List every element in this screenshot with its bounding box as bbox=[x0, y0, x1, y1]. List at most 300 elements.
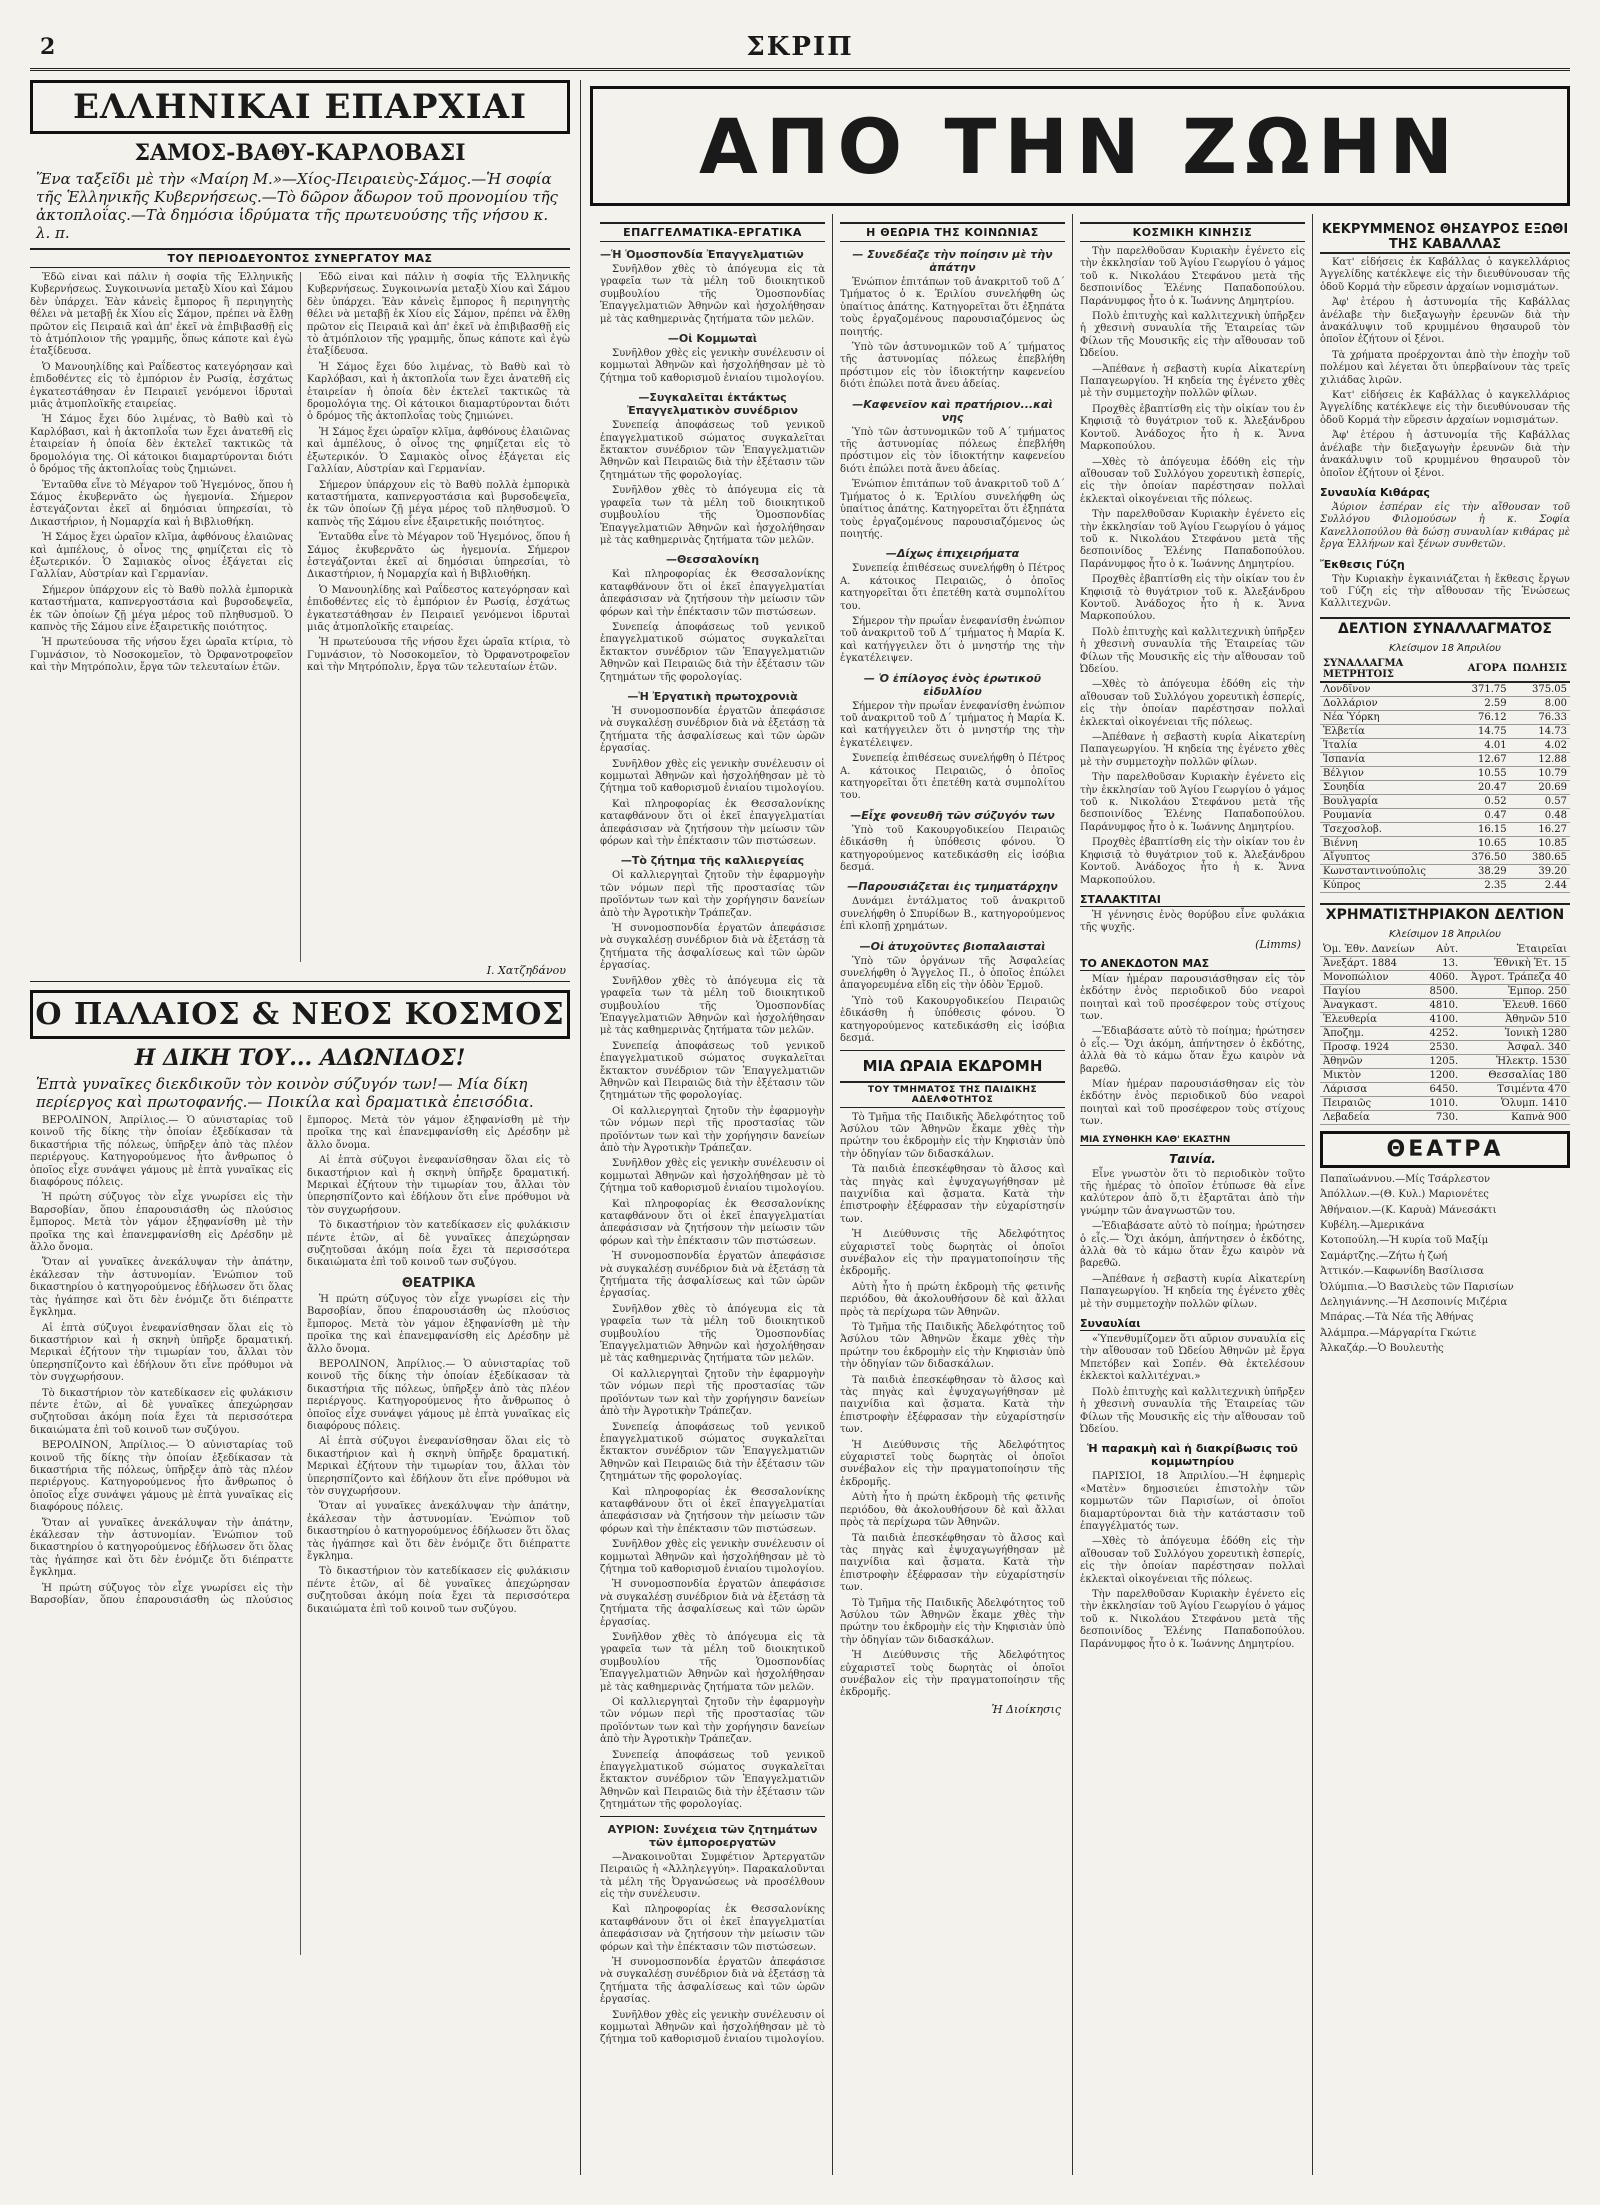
fx-cell: 4.02 bbox=[1510, 738, 1570, 752]
daily-head: ΜΙΑ ΣΥΝΘΗΚΗ ΚΑΘ' ΕΚΑΣΤΗΝ bbox=[1080, 1135, 1305, 1146]
article-paragraph: Εἶνε γνωστὸν ὅτι τὸ περιοδικὸν τοῦτο τῆς ἡμέρας τὸ ὁποῖον ἐτύπωσε θὰ εἶνε καλύτερον ἀπὸ ὅ,τι ἐξαρτᾶται ἀπὸ τὴν γνώμην τῶν ἀναγνωστῶν του. bbox=[1080, 1168, 1305, 1217]
item-body: Ἐνώπιον ἐπιτάπων τοῦ ἀνακριτοῦ τοῦ Δ΄ Τμήματος ὁ κ. Ἐριλίου συνελήφθη ὡς ὑπαίτιος ἀπάτης. Κατηγορεῖται ὅτι ἐξηπάτα τοὺς ἐργαζομένους παρουσιαζόμενος ὡς ποιητής. bbox=[840, 479, 1065, 540]
item-body: Ἐνώπιον ἐπιτάπων τοῦ ἀνακριτοῦ τοῦ Δ΄ Τμήματος ὁ κ. Ἐριλίου συνελήφθη ὡς ὑπαίτιος ἀπάτης. Κατηγορεῖται ὅτι ἐξηπάτα τοὺς ἐργαζομένους παρουσιαζόμενος ὡς ποιητής. bbox=[840, 277, 1065, 338]
column-work-news bbox=[600, 216, 825, 2175]
exchange-cell: Πειραιῶς bbox=[1320, 1096, 1424, 1110]
article-paragraph: Μίαν ἡμέραν παρουσιάσθησαν εἰς τὸν ἐκδότην ἑνὸς περιοδικοῦ δύο νεαροὶ ποιηταὶ καὶ τοῦ προσέφερον τοὺς στίχους των. bbox=[1080, 973, 1305, 1022]
article-paragraph: Σήμερον ὑπάρχουν εἰς τὸ Βαθὺ πολλὰ ἐμπορικὰ καταστήματα, καπνεργοστάσια καὶ βυρσοδεψεῖα, ἐκ τῶν ὁποίων ζῇ μέγα μέρος τοῦ πληθυσμοῦ. Ὁ καπνὸς τῆς Σάμου εἶνε ἐξαιρετικῆς ποιότητος. bbox=[30, 584, 293, 633]
article-paragraph: Ἡ γέννησις ἑνὸς θορύβου εἶνε φυλάκια τῆς ψυχῆς. bbox=[1080, 909, 1305, 934]
item-body: Καὶ πληροφορίας ἐκ Θεσσαλονίκης καταφθάνουν ὅτι οἱ ἐκεῖ ἐπαγγελματίαι ἀπεφάσισαν νὰ ζητήσουν τὴν μείωσιν τῶν φόρων καὶ τὴν ἐπέκτασιν τῶν πιστώσεων. bbox=[600, 569, 825, 618]
excursion-body bbox=[840, 1112, 1065, 1700]
exchange-cell: Μικτὸν bbox=[1320, 1068, 1424, 1082]
article-paragraph: Ἡ Σάμος ἔχει ὡραῖον κλῖμα, ἀφθόνους ἐλαιῶνας καὶ ἀμπέλους, ὁ οἶνος της φημίζεται εἰς τὸ ἐξωτερικόν. Ὁ Σαμιακὸς οἶνος ἐξάγεται εἰς Γαλλίαν, Αὐστρίαν καὶ Γερμανίαν. bbox=[307, 426, 570, 476]
fx-cell: Ἰσπανία bbox=[1320, 752, 1465, 766]
exchange-cell: Ὁμ. Ἐθν. Δανείων bbox=[1320, 943, 1424, 957]
theatre-entry: Ἀλκαζάρ.—Ὁ Βουλευτὴς bbox=[1320, 1343, 1444, 1355]
exchange-cell: 1205. bbox=[1424, 1054, 1461, 1068]
stalactites-head: ΣΤΑΛΑΚΤΙΤΑΙ bbox=[1080, 893, 1305, 907]
fx-row bbox=[1320, 766, 1570, 780]
fx-table bbox=[1320, 657, 1570, 893]
byline-head: ΤΟΥ ΠΕΡΙΟΔΕΥΟΝΤΟΣ ΣΥΝΕΡΓΑΤΟΥ ΜΑΣ bbox=[30, 248, 570, 268]
item-body: Συνῆλθον χθὲς τὸ ἀπόγευμα εἰς τὰ γραφεῖα των τὰ μέλη τοῦ διοικητικοῦ συμβουλίου τῆς Ὁμοσπονδίας Ἐπαγγελματιῶν Ἀθηνῶν καὶ ἠσχολήθησαν μὲ τὰς καθημερινὰς ζητήματα τῶν μελῶν. bbox=[600, 1303, 825, 1365]
guitar-head: Συναυλία Κιθάρας bbox=[1320, 485, 1430, 499]
fx-row bbox=[1320, 738, 1570, 752]
theatre-entry: Σαμάρτζης.—Ζήτω ἡ ζωή bbox=[1320, 1250, 1448, 1262]
article-paragraph: Τὰ χρήματα προέρχονται ἀπὸ τὴν ἐποχὴν τοῦ πολέμου καὶ λέγεται ὅτι ὑπερβαίνουν τὰς τρεῖς χιλιάδας λιρῶν. bbox=[1320, 349, 1570, 386]
exchange-cell: Παγίου bbox=[1320, 984, 1424, 998]
theatre-entry: Ἀθήναιον.—(Κ. Καρυὰ) Μάνεσάκτι bbox=[1320, 1204, 1497, 1216]
place-title: ΣΑΜΟΣ-ΒΑΘΥ-ΚΑΡΛΟΒΑΣΙ bbox=[134, 140, 466, 166]
article-paragraph: Αἱ ἑπτὰ σύζυγοι ἐνεφανίσθησαν ὅλαι εἰς τὸ δικαστήριον καὶ ἡ σκηνὴ ὑπῆρξε δραματική. Μερικαὶ ἐζήτουν τὴν τιμωρίαν του, ἄλλαι τὸν ὑπερησπίζοντο καὶ ἐδήλουν ὅτι εἶνε πρόθυμοι νὰ τὸν συγχωρήσουν. bbox=[307, 1436, 570, 1497]
fx-cell: Λονδῖνον bbox=[1320, 682, 1465, 697]
article-paragraph: Τὴν παρελθοῦσαν Κυριακὴν ἐγένετο εἰς τὴν ἐκκλησίαν τοῦ Ἁγίου Γεωργίου ὁ γάμος τοῦ κ. Νικολάου Στεφάνου μετὰ τῆς δεσποινίδος Ἑλένης Παπαδοπούλου. Παράνυμφος ἦτο ὁ κ. Ἰωάννης Δημητρίου. bbox=[1080, 772, 1305, 833]
exchange-cell: 6450. bbox=[1424, 1082, 1461, 1096]
film-head: Ταινία. bbox=[1169, 1151, 1216, 1166]
fx-cell: 8.00 bbox=[1510, 696, 1570, 710]
fx-cell: 0.48 bbox=[1510, 808, 1570, 822]
item-body: Σήμερον τὴν πρωΐαν ἐνεφανίσθη ἐνώπιον τοῦ ἀνακριτοῦ τοῦ Δ΄ τμήματος ἡ Μαρία Κ. καὶ κατήγγειλεν ὅτι ὁ μνηστήρ της τὴν ἐγκατέλειψεν. bbox=[840, 700, 1065, 749]
fx-cell: 38.29 bbox=[1465, 864, 1510, 878]
fx-cell: 375.05 bbox=[1510, 682, 1570, 697]
fx-cell: 20.69 bbox=[1510, 780, 1570, 794]
article-paragraph: Ἐδῶ εἶναι καὶ πάλιν ἡ σοφία τῆς Ἑλληνικῆς Κυβερνήσεως. Συγκοινωνία μεταξὺ Χίου καὶ Σάμου δὲν ὑπάρχει. Ἐὰν κἀνεὶς ἔμπορος ἢ περιηγητὴς θέλει νὰ μεταβῇ ἐκ Χίου εἰς Σάμον, πρέπει νὰ ἔλθῃ πρῶτον εἰς Πειραιᾶ καὶ ἀπ' ἐκεῖ νὰ ἐπιβιβασθῇ εἰς τὸ ἀτμόπλοιον τῆς γραμμῆς, ὅπως κάποτε καὶ ἐγὼ ἐταξίδευσα. bbox=[30, 272, 293, 358]
article-paragraph: Τὴν Κυριακὴν ἐγκαινιάζεται ἡ ἔκθεσις ἔργων τοῦ Γύζη εἰς τὴν αἴθουσαν τῆς Ἑνώσεως Καλλιτεχνῶν. bbox=[1320, 573, 1570, 610]
article-paragraph: Ἡ Σάμος ἔχει ὡραῖον κλῖμα, ἀφθόνους ἐλαιῶνας καὶ ἀμπέλους, ὁ οἶνος της φημίζεται εἰς τὸ ἐξωτερικόν. Ὁ Σαμιακὸς οἶνος ἐξάγεται εἰς Γαλλίαν, Αὐστρίαν καὶ Γερμανίαν. bbox=[30, 532, 293, 581]
article-paragraph: Προχθὲς ἐβαπτίσθη εἰς τὴν οἰκίαν του ἐν Κηφισιᾷ τὸ θυγάτριον τοῦ κ. Ἀλεξάνδρου Κοντοῦ. Ἀνάδοχος ἦτο ἡ κ. Ἄννα Μαρκοπούλου. bbox=[1080, 837, 1305, 886]
concerts-head: Συναυλίαι bbox=[1080, 1317, 1305, 1331]
exchange-cell: Ἡλεκτρ. 1530 bbox=[1461, 1054, 1570, 1068]
section-title-old-new-world: Ο ΠΑΛΑΙΟΣ & ΝΕΟΣ ΚΟΣΜΟΣ bbox=[30, 990, 570, 1039]
exchange-cell: 4060. bbox=[1424, 970, 1461, 984]
article-paragraph: Ὁ Μανουηλίδης καὶ Ραΐδεστος κατεγόρησαν καὶ ἐπιδοθέντες εἰς τὸ ἐμπόριον ἐν Ρωσίᾳ, ἐσχάτως ἐγκατεστάθησαν ἐν Πειραιεῖ γενόμενοι ἰδρυταὶ μιᾶς ἀτμοπλοϊκῆς εταιρείας. bbox=[307, 584, 570, 633]
article-paragraph: Ἐνταῦθα εἶνε τὸ Μέγαρον τοῦ Ἡγεμόνος, ὅπου ἡ Σάμος ἐκυβερνᾶτο ὡς ἡγεμονία. Σήμερον ἐστεγάζονται ἐκεῖ αἱ δημόσιαι ὑπηρεσίαι, τὸ Δικαστήριον, ἡ Νομαρχία καὶ ἡ Βιβλιοθήκη. bbox=[307, 532, 570, 581]
fx-row bbox=[1320, 696, 1570, 710]
fx-cell: Κύπρος bbox=[1320, 878, 1465, 892]
exchange-cell: 4252. bbox=[1424, 1026, 1461, 1040]
page-number: 2 bbox=[40, 34, 56, 60]
article-paragraph: ΒΕΡΟΛΙΝΟΝ, Ἀπρίλιος.— Ὁ αὐνισταρίας τοῦ κοινοῦ τῆς δίκης τὴν ὁποίαν ἐξεδίκασαν τὰ δικαστήρια τῆς πόλεως, ὑπῆρξεν ἀπὸ τὰς πλέον περιέργους. Κατηγορούμενος ἦτο ἄνθρωπος ὁ ὁποῖος εἶχε συνάψει γάμους μὲ ἑπτὰ γυναῖκας εἰς διαφόρους πόλεις. bbox=[30, 1440, 293, 1514]
item-body: Ἡ συνομοσπονδία ἐργατῶν ἀπεφάσισε νὰ συγκαλέσῃ συνέδριον διὰ νὰ ἐξετάσῃ τὰ ζητήματα τῆς ἀσφαλίσεως καὶ τῶν ὡρῶν ἐργασίας. bbox=[600, 1251, 825, 1300]
article-paragraph: Τὴν παρελθοῦσαν Κυριακὴν ἐγένετο εἰς τὴν ἐκκλησίαν τοῦ Ἁγίου Γεωργίου ὁ γάμος τοῦ κ. Νικολάου Στεφάνου μετὰ τῆς δεσποινίδος Ἑλένης Παπαδοπούλου. Παράνυμφος ἦτο ὁ κ. Ἰωάννης Δημητρίου. bbox=[1080, 509, 1305, 570]
article-paragraph: Ἡ πρωτεύουσα τῆς νήσου ἔχει ὡραῖα κτίρια, τὸ Γυμνάσιον, τὸ Νοσοκομεῖον, τὸ Ὀρφανοτροφεῖον καὶ τὴν Μητρόπολιν, ἔργα τῶν τελευταίων ἐτῶν. bbox=[30, 637, 293, 674]
article-paragraph: Ἀύριον ἑσπέραν εἰς τὴν αἴθουσαν τοῦ Συλλόγου Φιλομούσων ἡ κ. Σοφία Κανελλοπούλου θὰ δώσῃ συναυλίαν κιθάρας μὲ ἔργα Ἑλλήνων καὶ ξένων συνθετῶν. bbox=[1320, 501, 1570, 551]
fx-row bbox=[1320, 794, 1570, 808]
theatres-list bbox=[1320, 1174, 1570, 1356]
item-title: — Ὁ ἐπίλογος ἑνὸς ἐρωτικοῦ εἰδυλλίου bbox=[863, 671, 1042, 698]
item-body: Συνῆλθον χθὲς εἰς γενικὴν συνέλευσιν οἱ κομμωταὶ Ἀθηνῶν καὶ ἠσχολήθησαν μὲ τὸ ζήτημα τοῦ καθορισμοῦ ἑνιαίου τιμολογίου. bbox=[600, 2009, 825, 2046]
article-paragraph: Μίαν ἡμέραν παρουσιάσθησαν εἰς τὸν ἐκδότην ἑνὸς περιοδικοῦ δύο νεαροὶ ποιηταὶ καὶ τοῦ προσέφερον τοὺς στίχους των. bbox=[1080, 1078, 1305, 1128]
stalactites-body bbox=[1080, 910, 1305, 935]
item-body: Συνῆλθον χθὲς εἰς γενικὴν συνέλευσιν οἱ κομμωταὶ Ἀθηνῶν καὶ ἠσχολήθησαν μὲ τὸ ζήτημα τοῦ καθορισμοῦ ἑνιαίου τιμολογίου. bbox=[600, 758, 825, 795]
exchange-row bbox=[1320, 1026, 1570, 1040]
item-body: Συνῆλθον χθὲς εἰς γενικὴν συνέλευσιν οἱ κομμωταὶ Ἀθηνῶν καὶ ἠσχολήθησαν μὲ τὸ ζήτημα τοῦ καθορισμοῦ ἑνιαίου τιμολογίου. bbox=[600, 1539, 825, 1575]
fx-row bbox=[1320, 780, 1570, 794]
article-paragraph: —Χθὲς τὸ ἀπόγευμα ἐδόθη εἰς τὴν αἴθουσαν τοῦ Συλλόγου χορευτικὴ ἑσπερίς, εἰς τὴν ὁποίαν παρέστησαν πολλαὶ ἐκλεκταὶ οἰκογένειαι τῆς πόλεως. bbox=[1080, 456, 1305, 505]
fx-cell: 2.44 bbox=[1510, 878, 1570, 892]
fx-cell: 20.47 bbox=[1465, 780, 1510, 794]
exchange-cell: Αὐτ. bbox=[1424, 943, 1461, 957]
article-paragraph: Αὐτὴ ἦτο ἡ πρώτη ἐκδρομὴ τῆς φετινῆς περιόδου, θὰ ἀκολουθήσουν δὲ καὶ ἄλλαι πρὸς τὰ περίχωρα τῶν Ἀθηνῶν. bbox=[840, 1281, 1065, 1318]
article-credit: Ι. Χατζηδάνου bbox=[486, 964, 566, 977]
article-paragraph: —Ἀπέθανε ἡ σεβαστὴ κυρία Αἰκατερίνη Παπαγεωργίου. Ἡ κηδεία της ἐγένετο χθὲς μὲ τὴν συμμετοχὴν πολλῶν φίλων. bbox=[1080, 1273, 1305, 1310]
fx-cell: 0.57 bbox=[1510, 794, 1570, 808]
item-title: —Τὸ ζήτημα τῆς καλλιεργείας bbox=[620, 854, 805, 868]
item-title: —Οἱ ἀτυχοῦντες βιοπαλαισταὶ bbox=[859, 939, 1046, 953]
fx-row bbox=[1320, 724, 1570, 738]
article-paragraph: Τὸ Τμῆμα τῆς Παιδικῆς Ἀδελφότητος τοῦ Ἀσύλου τῶν Ἀθηνῶν ἔκαμε χθὲς τὴν πρώτην του ἐκδρομὴν εἰς τὴν Κηφισιὰν ὑπὸ τὴν ὁδηγίαν τῶν διδασκάλων. bbox=[840, 1322, 1065, 1371]
fx-cell: Σουηδία bbox=[1320, 780, 1465, 794]
exchange-cell: 1200. bbox=[1424, 1068, 1461, 1082]
item-body: Συνεπείᾳ ἀποφάσεως τοῦ γενικοῦ ἐπαγγελματικοῦ σώματος συγκαλεῖται ἔκτακτον συνέδριον τῶν Ἐπαγγελματιῶν Ἀθηνῶν καὶ Πειραιῶς διὰ τὴν ἐξέτασιν τῶν ζητημάτων τῆς φορολογίας. bbox=[600, 420, 825, 481]
item-title: —Συγκαλεῖται ἐκτάκτως Ἐπαγγελματικὸν συνέδριον bbox=[626, 391, 799, 418]
article-paragraph: —Ἀπέθανε ἡ σεβαστὴ κυρία Αἰκατερίνη Παπαγεωργίου. Ἡ κηδεία της ἐγένετο χθὲς μὲ τὴν συμμετοχὴν πολλῶν φίλων. bbox=[1080, 732, 1305, 768]
fx-cell: 14.75 bbox=[1465, 724, 1510, 738]
exchange-cell: Ὁλυμπ. 1410 bbox=[1461, 1096, 1570, 1110]
item-title: —Δίχως ἐπιχειρήματα bbox=[885, 547, 1020, 561]
column-divider bbox=[580, 80, 581, 2175]
fx-row bbox=[1320, 822, 1570, 836]
item-title: —Θεσσαλονίκη bbox=[665, 553, 760, 567]
exchange-row bbox=[1320, 943, 1570, 957]
item-body: Καὶ πληροφορίας ἐκ Θεσσαλονίκης καταφθάνουν ὅτι οἱ ἐκεῖ ἐπαγγελματίαι ἀπεφάσισαν νὰ ζητήσουν τὴν μείωσιν τῶν φόρων καὶ τὴν ἐπέκτασιν τῶν πιστώσεων. bbox=[600, 1904, 825, 1953]
article-paragraph: Ὅταν αἱ γυναῖκες ἀνεκάλυψαν τὴν ἀπάτην, ἐκάλεσαν τὴν ἀστυνομίαν. Ἐνώπιον τοῦ δικαστηρίου ὁ κατηγορούμενος ἐδήλωσεν ὅτι ὅλας τὰς ἠγάπησε καὶ ὅτι δὲν ἐνόμιζε ὅτι διέπραττε ἔγκλημα. bbox=[30, 1517, 293, 1579]
item-body: Συνεπείᾳ ἐπιθέσεως συνελήφθη ὁ Πέτρος Α. κάτοικος Πειραιῶς, ὁ ὁποῖος κατηγορεῖται ὅτι ἐπετέθη κατὰ συμπολίτου του. bbox=[840, 753, 1065, 802]
article-paragraph: Αἱ ἑπτὰ σύζυγοι ἐνεφανίσθησαν ὅλαι εἰς τὸ δικαστήριον καὶ ἡ σκηνὴ ὑπῆρξε δραματική. Μερικαὶ ἐζήτουν τὴν τιμωρίαν του, ἄλλαι τὸν ὑπερησπίζοντο καὶ ἐδήλουν ὅτι εἶνε πρόθυμοι νὰ τὸν συγχωρήσουν. bbox=[30, 1322, 293, 1384]
decline-head: Ἡ παρακμὴ καὶ ἡ διακρίβωσις τοῦ κομμωτηρίου bbox=[1087, 1442, 1298, 1469]
fx-cell: 39.20 bbox=[1510, 864, 1570, 878]
item-body: —Ἀνακοινοῦται Συμφέτιον Ἀρτεργατῶν Πειραιῶς ἡ «Ἀλληλεγγύη». Παρακαλοῦνται τὰ μέλη τῆς Ὀργανώσεως νὰ προσέλθουν εἰς τὴν συνέλευσιν. bbox=[600, 1851, 825, 1900]
exchange-cell: Ἐθνικὴ Ἑτ. 15 bbox=[1461, 956, 1570, 970]
fx-cell: Βέλγιον bbox=[1320, 766, 1465, 780]
article-paragraph: Ἡ πρώτη σύζυγος τὸν εἶχε γνωρίσει εἰς τὴν Βαρσοβίαν, ὅπου ἐπαρουσιάσθη ὡς πλούσιος ἔμπορος. Μετὰ τὸν γάμον ἐξηφανίσθη μὲ τὴν προῖκα της καὶ ἐπανεμφανίσθη εἰς Δρέσδην μὲ ἄλλο ὄνομα. bbox=[30, 1192, 293, 1254]
article2-lead: Ἑπτὰ γυναῖκες διεκδικοῦν τὸν κοινὸν σύζυγόν των!— Μία δίκη περίεργος καὶ πρωτοφανής.— Ποικίλα καὶ δραματικὰ ἐπεισόδια. bbox=[36, 1075, 534, 1111]
column-divider bbox=[1072, 214, 1073, 2175]
exchange-cell: Ἀθηνῶν bbox=[1320, 1054, 1424, 1068]
item-body: Ὑπὸ τοῦ Κακουργοδικείου Πειραιῶς ἐδικάσθη ἡ ὑπόθεσις φόνου. Ὁ κατηγορούμενος κατεδικάσθη εἰς ἰσόβια δεσμά. bbox=[840, 824, 1065, 874]
article-paragraph: Ὅταν αἱ γυναῖκες ἀνεκάλυψαν τὴν ἀπάτην, ἐκάλεσαν τὴν ἀστυνομίαν. Ἐνώπιον τοῦ δικαστηρίου ὁ κατηγορούμενος ἐδήλωσεν ὅτι ὅλας τὰς ἠγάπησε καὶ ὅτι δὲν ἐνόμιζε ὅτι διέπραττε ἔγκλημα. bbox=[307, 1501, 570, 1562]
column-social bbox=[1080, 216, 1305, 2175]
item-body: Συνεπείᾳ ἀποφάσεως τοῦ γενικοῦ ἐπαγγελματικοῦ σώματος συγκαλεῖται ἔκτακτον συνέδριον τῶν Ἐπαγγελματιῶν Ἀθηνῶν καὶ Πειραιῶς διὰ τὴν ἐξέτασιν τῶν ζητημάτων τῆς φορολογίας. bbox=[600, 621, 825, 683]
fx-table-header bbox=[1320, 657, 1570, 682]
article-paragraph: Τὰ παιδιὰ ἐπεσκέφθησαν τὸ ἄλσος καὶ τὰς πηγὰς καὶ ἐψυχαγωγήθησαν μὲ παιχνίδια καὶ ᾄσματα. Κατὰ τὴν ἐπιστροφὴν ἐξέφρασαν τὴν εὐχαρίστησίν των. bbox=[840, 1532, 1065, 1594]
fx-cell: Ἑλβετία bbox=[1320, 724, 1465, 738]
article-paragraph: ΒΕΡΟΛΙΝΟΝ, Ἀπρίλιος.— Ὁ αὐνισταρίας τοῦ κοινοῦ τῆς δίκης τὴν ὁποίαν ἐξεδίκασαν τὰ δικαστήρια τῆς πόλεως, ὑπῆρξεν ἀπὸ τὰς πλέον περιέργους. Κατηγορούμενος ἦτο ἄνθρωπος ὁ ὁποῖος εἶχε συνάψει γάμους μὲ ἑπτὰ γυναῖκας εἰς διαφόρους πόλεις. bbox=[30, 1115, 293, 1189]
exchange-cell: 4100. bbox=[1424, 1012, 1461, 1026]
exchange-cell: Ἀναγκαστ. bbox=[1320, 998, 1424, 1012]
item-body: Ὑπὸ τοῦ Κακουργοδικείου Πειραιῶς ἐδικάσθη ἡ ὑπόθεσις φόνου. Ὁ κατηγορούμενος κατεδικάσθη εἰς ἰσόβια δεσμά. bbox=[840, 995, 1065, 1045]
exchange-cell: Ἀθηνῶν 510 bbox=[1461, 1012, 1570, 1026]
treasure-head: ΚΕΚΡΥΜΜΕΝΟΣ ΘΗΣΑΥΡΟΣ ΕΞΩΘΙ ΤΗΣ ΚΑΒΑΛΛΑΣ bbox=[1321, 222, 1569, 252]
fx-row bbox=[1320, 850, 1570, 864]
anecdote-body bbox=[1080, 974, 1305, 1129]
guitar-body bbox=[1320, 502, 1570, 552]
item-body: Δυνάμει ἐντάλματος τοῦ ἀνακριτοῦ συνελήφθη ὁ Σπυρίδων Β., κατηγορούμενος ἐπὶ κλοπῇ χρημάτων. bbox=[840, 896, 1065, 933]
item-title: —Παρουσιάζεται ἐις τμηματάρχην bbox=[847, 880, 1058, 894]
article-paragraph: Ἡ Διεύθυνσις τῆς Ἀδελφότητος εὐχαριστεῖ τοὺς δωρητὰς οἱ ὁποῖοι συνέβαλον εἰς τὴν πραγματοποίησιν τῆς ἐκδρομῆς. bbox=[840, 1650, 1065, 1699]
article-paragraph: Ἡ Διεύθυνσις τῆς Ἀδελφότητος εὐχαριστεῖ τοὺς δωρητὰς οἱ ὁποῖοι συνέβαλον εἰς τὴν πραγματοποίησιν τῆς ἐκδρομῆς. bbox=[840, 1229, 1065, 1278]
fx-cell: 16.15 bbox=[1465, 822, 1510, 836]
article-paragraph: Ἐνταῦθα εἶνε τὸ Μέγαρον τοῦ Ἡγεμόνος, ὅπου ἡ Σάμος ἐκυβερνᾶτο ὡς ἡγεμονία. Σήμερον ἐστεγάζονται ἐκεῖ αἱ δημόσιαι ὑπηρεσίαι, τὸ Δικαστήριον, ἡ Νομαρχία καὶ ἡ Βιβλιοθήκη. bbox=[30, 479, 293, 528]
article-paragraph: ΠΑΡΙΣΙΟΙ, 18 Ἀπριλίου.—Ἡ ἐφημερὶς «Ματὲν» δημοσιεύει ἐπιστολὴν τῶν κομμωτῶν τῶν Παρισίων, οἱ ὁποῖοι διαμαρτύρονται διὰ τὴν κατάστασιν τοῦ ἐπαγγέλματός των. bbox=[1080, 1471, 1305, 1532]
exchange-cell: 2530. bbox=[1424, 1040, 1461, 1054]
item-body: Σήμερον τὴν πρωΐαν ἐνεφανίσθη ἐνώπιον τοῦ ἀνακριτοῦ τοῦ Δ΄ τμήματος ἡ Μαρία Κ. καὶ κατήγγειλεν ὅτι ὁ μνηστήρ της τὴν ἐγκατέλειψεν. bbox=[840, 615, 1065, 665]
fx-cell: 10.85 bbox=[1510, 836, 1570, 850]
article-paragraph: Τὰ παιδιὰ ἐπεσκέφθησαν τὸ ἄλσος καὶ τὰς πηγὰς καὶ ἐψυχαγωγήθησαν μὲ παιχνίδια καὶ ᾄσματα. Κατὰ τὴν ἐπιστροφὴν ἐξέφρασαν τὴν εὐχαρίστησίν των. bbox=[840, 1374, 1065, 1436]
fx-cell: 0.47 bbox=[1465, 808, 1510, 822]
excursion-credit: Ἡ Διοίκησις bbox=[991, 1702, 1061, 1716]
fx-row bbox=[1320, 752, 1570, 766]
exchange-cell: Ἀποζημ. bbox=[1320, 1026, 1424, 1040]
theatre-entry: Μπάρας.—Τὰ Νέα τῆς Ἀθήνας bbox=[1320, 1312, 1474, 1324]
article-paragraph: Ἡ Διεύθυνσις τῆς Ἀδελφότητος εὐχαριστεῖ τοὺς δωρητὰς οἱ ὁποῖοι συνέβαλον εἰς τὴν πραγματοποίησιν τῆς ἐκδρομῆς. bbox=[840, 1439, 1065, 1488]
fx-cell: Αἴγυπτος bbox=[1320, 850, 1465, 864]
item-body: Ἡ συνομοσπονδία ἐργατῶν ἀπεφάσισε νὰ συγκαλέσῃ συνέδριον διὰ νὰ ἐξετάσῃ τὰ ζητήματα τῆς ἀσφαλίσεως καὶ τῶν ὡρῶν ἐργασίας. bbox=[600, 705, 825, 755]
article-paragraph: Ἀφ' ἑτέρου ἡ ἀστυνομία τῆς Καβάλλας ἀνέλαβε τὴν διεξαγωγὴν ἐρευνῶν διὰ τὴν ἀνακάλυψιν τοῦ κρυμμένου θησαυροῦ τὸν ὁποῖον ἐζήτουν οἱ ξένοι. bbox=[1320, 297, 1570, 346]
article2-title: Η ΔΙΚΗ ΤΟΥ... ΑΔΩΝΙΔΟΣ! bbox=[134, 1045, 466, 1071]
article-paragraph: Τὴν παρελθοῦσαν Κυριακὴν ἐγένετο εἰς τὴν ἐκκλησίαν τοῦ Ἁγίου Γεωργίου ὁ γάμος τοῦ κ. Νικολάου Στεφάνου μετὰ τῆς δεσποινίδος Ἑλένης Παπαδοπούλου. Παράνυμφος ἦτο ὁ κ. Ἰωάννης Δημητρίου. bbox=[1080, 1588, 1305, 1650]
fx-table-title: ΔΕΛΤΙΟΝ ΣΥΝΑΛΛΑΓΜΑΤΟΣ bbox=[1320, 617, 1570, 637]
exchange-row bbox=[1320, 1096, 1570, 1110]
fx-cell: Τσεχοσλοβ. bbox=[1320, 822, 1465, 836]
article-paragraph: Αὐτὴ ἦτο ἡ πρώτη ἐκδρομὴ τῆς φετινῆς περιόδου, θὰ ἀκολουθήσουν δὲ καὶ ἄλλαι πρὸς τὰ περίχωρα τῶν Ἀθηνῶν. bbox=[840, 1492, 1065, 1529]
fx-cell: Δολλάριον bbox=[1320, 696, 1465, 710]
exchange-row bbox=[1320, 1110, 1570, 1124]
theatre-entry: Ὀλύμπια.—Ὁ Βασιλεὺς τῶν Παρισίων bbox=[1320, 1281, 1514, 1293]
item-body: Οἱ καλλιεργηταὶ ζητοῦν τὴν ἐφαρμογὴν τῶν νόμων περὶ τῆς προστασίας τῶν προϊόντων των καὶ τὴν χορήγησιν δανείων ἀπὸ τὴν Ἀγροτικὴν Τράπεζαν. bbox=[600, 1368, 825, 1418]
column-body bbox=[600, 248, 825, 2047]
item-body: Οἱ καλλιεργηταὶ ζητοῦν τὴν ἐφαρμογὴν τῶν νόμων περὶ τῆς προστασίας τῶν προϊόντων των καὶ τὴν χορήγησιν δανείων ἀπὸ τὴν Ἀγροτικὴν Τράπεζαν. bbox=[600, 870, 825, 919]
item-body: Συνεπείᾳ ἀποφάσεως τοῦ γενικοῦ ἐπαγγελματικοῦ σώματος συγκαλεῖται ἔκτακτον συνέδριον τῶν Ἐπαγγελματιῶν Ἀθηνῶν καὶ Πειραιῶς διὰ τὴν ἐξέτασιν τῶν ζητημάτων τῆς φορολογίας. bbox=[600, 1749, 825, 1811]
fx-cell: Βουλγαρία bbox=[1320, 794, 1465, 808]
column-body bbox=[1080, 246, 1305, 887]
exhibit-head: Ἔκθεσις Γύζη bbox=[1320, 557, 1405, 571]
exchange-title: ΧΡΗΜΑΤΙΣΤΗΡΙΑΚΟΝ ΔΕΛΤΙΟΝ bbox=[1320, 903, 1570, 923]
theatre-entry: Παπαϊωάννου.—Μίς Τσάρλεστον bbox=[1320, 1173, 1491, 1185]
article-paragraph: Ὅταν αἱ γυναῖκες ἀνεκάλυψαν τὴν ἀπάτην, ἐκάλεσαν τὴν ἀστυνομίαν. Ἐνώπιον τοῦ δικαστηρίου ὁ κατηγορούμενος ἐδήλωσεν ὅτι ὅλας τὰς ἠγάπησε καὶ ὅτι δὲν ἐνόμιζε ὅτι διέπραττε ἔγκλημα. bbox=[30, 1257, 293, 1319]
article-paragraph: Σήμερον ὑπάρχουν εἰς τὸ Βαθὺ πολλὰ ἐμπορικὰ καταστήματα, καπνεργοστάσια καὶ βυρσοδεψεῖα, ἐκ τῶν ὁποίων ζῇ μέγα μέρος τοῦ πληθυσμοῦ. Ὁ καπνὸς τῆς Σάμου εἶνε ἐξαιρετικῆς ποιότητος. bbox=[307, 479, 570, 528]
article-paragraph: Προχθὲς ἐβαπτίσθη εἰς τὴν οἰκίαν του ἐν Κηφισιᾷ τὸ θυγάτριον τοῦ κ. Ἀλεξάνδρου Κοντοῦ. Ἀνάδοχος ἦτο ἡ κ. Ἄννα Μαρκοπούλου. bbox=[1080, 574, 1305, 623]
fx-cell: 371.75 bbox=[1465, 682, 1510, 697]
column-divider bbox=[832, 214, 833, 2175]
exchange-cell: Τσιμέντα 470 bbox=[1461, 1082, 1570, 1096]
exchange-cell: Ἐμπορ. 250 bbox=[1461, 984, 1570, 998]
section-title-provinces: ΕΛΛΗΝΙΚΑΙ ΕΠΑΡΧΙΑΙ bbox=[30, 80, 570, 134]
fx-cell: 2.35 bbox=[1465, 878, 1510, 892]
item-body: Συνῆλθον χθὲς τὸ ἀπόγευμα εἰς τὰ γραφεῖα των τὰ μέλη τοῦ διοικητικοῦ συμβουλίου τῆς Ὁμοσπονδίας Ἐπαγγελματιῶν Ἀθηνῶν καὶ ἠσχολήθησαν μὲ τὰς καθημερινὰς ζητήματα τῶν μελῶν. bbox=[600, 975, 825, 1037]
fx-row bbox=[1320, 682, 1570, 697]
exchange-row bbox=[1320, 1040, 1570, 1054]
fx-row bbox=[1320, 710, 1570, 724]
item-body: Καὶ πληροφορίας ἐκ Θεσσαλονίκης καταφθάνουν ὅτι οἱ ἐκεῖ ἐπαγγελματίαι ἀπεφάσισαν νὰ ζητήσουν τὴν μείωσιν τῶν φόρων καὶ τὴν ἐπέκτασιν τῶν πιστώσεων. bbox=[600, 1486, 825, 1535]
tomorrow-head: ΑΥΡΙΟΝ: Συνέχεια τῶν ζητημάτων τῶν ἐμποροεργατῶν bbox=[607, 1822, 818, 1849]
exchange-cell: Ἀγροτ. Τράπεζα 40 bbox=[1461, 970, 1570, 984]
fx-cell: 76.33 bbox=[1510, 710, 1570, 724]
item-body: Συνῆλθον χθὲς εἰς γενικὴν συνέλευσιν οἱ κομμωταὶ Ἀθηνῶν καὶ ἠσχολήθησαν μὲ τὸ ζήτημα τοῦ καθορισμοῦ ἑνιαίου τιμολογίου. bbox=[600, 1158, 825, 1195]
column-body bbox=[840, 248, 1065, 1046]
fx-cell: Νέα Ὑόρκη bbox=[1320, 710, 1465, 724]
item-body: Ὑπὸ τῶν ἀστυνομικῶν τοῦ Α΄ τμήματος τῆς ἀστυνομίας πόλεως ἐπεβλήθη πρόστιμον εἰς τὸν ἰδιοκτήτην καφενείου διότι ἐπώλει ποτὰ ἄνευ ἀδείας. bbox=[840, 342, 1065, 391]
item-body: Ἡ συνομοσπονδία ἐργατῶν ἀπεφάσισε νὰ συγκαλέσῃ συνέδριον διὰ νὰ ἐξετάσῃ τὰ ζητήματα τῆς ἀσφαλίσεως καὶ τῶν ὡρῶν ἐργασίας. bbox=[600, 923, 825, 972]
fx-row bbox=[1320, 808, 1570, 822]
item-body: Ὑπὸ τῶν ἀστυνομικῶν τοῦ Α΄ τμήματος τῆς ἀστυνομίας πόλεως ἐπεβλήθη πρόστιμον εἰς τὸν ἰδιοκτήτην καφενείου διότι ἐπώλει ποτὰ ἄνευ ἀδείας. bbox=[840, 426, 1065, 475]
exchange-row bbox=[1320, 1012, 1570, 1026]
article-paragraph: Τὸ δικαστήριον τὸν κατεδίκασεν εἰς φυλάκισιν πέντε ἐτῶν, αἱ δὲ γυναῖκες ἀπεχώρησαν συζητοῦσαι ἀκόμη ποία ἔχει τὰ περισσότερα δικαιώματα ἐπὶ τοῦ κοινοῦ των συζύγου. bbox=[30, 1387, 293, 1436]
page-header bbox=[30, 28, 1570, 71]
column-head: ΕΠΑΓΓΕΛΜΑΤΙΚΑ-ΕΡΓΑΤΙΚΑ bbox=[600, 222, 825, 242]
article-lead: Ἕνα ταξεῖδι μὲ τὴν «Μαίρη Μ.»—Χίος-Πειραιεὺς-Σάμος.—Ἡ σοφία τῆς Ἑλληνικῆς Κυβερνήσεως.—Τὸ δῶρον ἄδωρον τοῦ προνομίου τῆς ἀκτοπλοΐας.—Τὰ δημόσια ἱδρύματα τῆς πρωτευούσης τῆς νήσου κ. λ. π. bbox=[36, 170, 558, 242]
left-section bbox=[30, 80, 570, 2175]
exchange-row bbox=[1320, 970, 1570, 984]
stalactites-credit: (Limms) bbox=[1255, 937, 1301, 951]
article-paragraph: Τὰ παιδιὰ ἐπεσκέφθησαν τὸ ἄλσος καὶ τὰς πηγὰς καὶ ἐψυχαγωγήθησαν μὲ παιχνίδια καὶ ᾄσματα. Κατὰ τὴν ἐπιστροφὴν ἐξέφρασαν τὴν εὐχαρίστησίν των. bbox=[840, 1164, 1065, 1225]
article-paragraph: «Ὑπενθυμίζομεν ὅτι αὔριον συναυλία εἰς τὴν αἴθουσαν τοῦ Ὠδείου Ἀθηνῶν μὲ ἔργα Μπετόβεν καὶ Σοπέν. Θὰ ἐκτελέσουν ἐκλεκτοὶ καλλιτέχναι.» bbox=[1080, 1334, 1305, 1383]
theatre-entry: Ἀπόλλων.—(Θ. Κυλ.) Μαριονέτες bbox=[1320, 1189, 1489, 1201]
exchange-row bbox=[1320, 1054, 1570, 1068]
exchange-cell: Μονοπώλιον bbox=[1320, 970, 1424, 984]
fx-cell: 12.88 bbox=[1510, 752, 1570, 766]
divider bbox=[840, 1050, 1065, 1051]
fx-cell: 10.55 bbox=[1465, 766, 1510, 780]
article-paragraph: Ἡ Σάμος ἔχει δύο λιμένας, τὸ Βαθὺ καὶ τὸ Καρλόβασι, καὶ ἡ ἀκτοπλοΐα των ἔχει ἀνατεθῆ εἰς ἑταιρείαν ἡ ὁποία δὲν ἐκτελεῖ τακτικῶς τὰ δρομολόγια της. Οἱ κάτοικοι διαμαρτύρονται διότι ὁ δρόμος τῆς ἀκτοπλοΐας τοὺς ζημιώνει. bbox=[307, 361, 570, 423]
fx-row bbox=[1320, 836, 1570, 850]
exchange-cell: Λάρισσα bbox=[1320, 1082, 1424, 1096]
exchange-cell: Ἑταιρεῖαι bbox=[1461, 943, 1570, 957]
column-head: ΚΟΣΜΙΚΗ ΚΙΝΗΣΙΣ bbox=[1080, 222, 1305, 242]
article-paragraph: Πολὺ ἐπιτυχὴς καὶ καλλιτεχνικὴ ὑπῆρξεν ἡ χθεσινὴ συναυλία τῆς Ἑταιρείας τῶν Φίλων τῆς Μουσικῆς εἰς τὴν αἴθουσαν τοῦ Ὠδείου. bbox=[1080, 626, 1305, 675]
column-society bbox=[840, 216, 1065, 2175]
divider bbox=[600, 1816, 825, 1817]
exchange-cell: Ἀσφαλ. 340 bbox=[1461, 1040, 1570, 1054]
fx-col-header: ΣΥΝΑΛΛΑΓΜΑ ΜΕΤΡΗΤΟΙΣ bbox=[1320, 657, 1465, 682]
item-body: Ἡ συνομοσπονδία ἐργατῶν ἀπεφάσισε νὰ συγκαλέσῃ συνέδριον διὰ νὰ ἐξετάσῃ τὰ ζητήματα τῆς ἀσφαλίσεως καὶ τῶν ὡρῶν ἐργασίας. bbox=[600, 1579, 825, 1628]
column-head: Η ΘΕΩΡΙΑ ΤΗΣ ΚΟΙΝΩΝΙΑΣ bbox=[840, 222, 1065, 242]
item-title: —Οἱ Κομμωταὶ bbox=[667, 332, 758, 346]
exchange-cell: Ἐλευθερία bbox=[1320, 1012, 1424, 1026]
exchange-cell: 730. bbox=[1424, 1110, 1461, 1124]
fx-row bbox=[1320, 864, 1570, 878]
article-paragraph: Ἡ πρώτη σύζυγος τὸν εἶχε γνωρίσει εἰς τὴν Βαρσοβίαν, ὅπου ἐπαρουσιάσθη ὡς πλούσιος ἔμπορος. Μετὰ τὸν γάμον ἐξηφανίσθη μὲ τὴν προῖκα της καὶ ἐπανεμφανίσθη εἰς Δρέσδην μὲ ἄλλο ὄνομα. bbox=[30, 1115, 570, 1607]
exchange-cell: Ἰονικὴ 1280 bbox=[1461, 1026, 1570, 1040]
exchange-cell: Ἐλευθ. 1660 bbox=[1461, 998, 1570, 1012]
fx-cell: Ἰταλία bbox=[1320, 738, 1465, 752]
treasure-body bbox=[1320, 257, 1570, 480]
item-title: —Εἶχε φονευθῆ τῶν σύζυγόν των bbox=[850, 808, 1055, 822]
article-body bbox=[30, 272, 570, 962]
exchange-cell: 1010. bbox=[1424, 1096, 1461, 1110]
item-body: Συνεπείᾳ ἀποφάσεως τοῦ γενικοῦ ἐπαγγελματικοῦ σώματος συγκαλεῖται ἔκτακτον συνέδριον τῶν Ἐπαγγελματιῶν Ἀθηνῶν καὶ Πειραιῶς διὰ τὴν ἐξέτασιν τῶν ζητημάτων τῆς φορολογίας. bbox=[600, 1040, 825, 1102]
fx-row bbox=[1320, 878, 1570, 892]
article-paragraph: Ἡ Σάμος ἔχει δύο λιμένας, τὸ Βαθὺ καὶ τὸ Καρλόβασι, καὶ ἡ ἀκτοπλοΐα των ἔχει ἀνατεθῆ εἰς ἑταιρείαν ἡ ὁποία δὲν ἐκτελεῖ τακτικῶς τὰ δρομολόγια της. Οἱ κάτοικοι διαμαρτύρονται διότι ὁ δρόμος τῆς ἀκτοπλοΐας τοὺς ζημιώνει. bbox=[30, 414, 293, 476]
article-paragraph: Τὴν παρελθοῦσαν Κυριακὴν ἐγένετο εἰς τὴν ἐκκλησίαν τοῦ Ἁγίου Γεωργίου ὁ γάμος τοῦ κ. Νικολάου Στεφάνου μετὰ τῆς δεσποινίδος Ἑλένης Παπαδοπούλου. Παράνυμφος ἦτο ὁ κ. Ἰωάννης Δημητρίου. bbox=[1080, 246, 1305, 307]
item-body: Οἱ καλλιεργηταὶ ζητοῦν τὴν ἐφαρμογὴν τῶν νόμων περὶ τῆς προστασίας τῶν προϊόντων των καὶ τὴν χορήγησιν δανείων ἀπὸ τὴν Ἀγροτικὴν Τράπεζαν. bbox=[600, 1105, 825, 1154]
exchange-row bbox=[1320, 998, 1570, 1012]
excursion-subtitle: ΤΟΥ ΤΜΗΜΑΤΟΣ ΤΗΣ ΠΑΙΔΙΚΗΣ ΑΔΕΛΦΟΤΗΤΟΣ bbox=[840, 1081, 1065, 1108]
banner-from-life: ΑΠΟ ΤΗΝ ΖΩΗΝ bbox=[590, 86, 1570, 206]
article-paragraph: Ἡ πρωτεύουσα τῆς νήσου ἔχει ὡραῖα κτίρια, τὸ Γυμνάσιον, τὸ Νοσοκομεῖον, τὸ Ὀρφανοτροφεῖον καὶ τὴν Μητρόπολιν, ἔργα τῶν τελευταίων ἐτῶν. bbox=[307, 637, 570, 674]
theatre-entry: Ἀλάμπρα.—Μάργαρίτα Γκώτιε bbox=[1320, 1327, 1477, 1339]
exchange-cell: Ἀνεξάρτ. 1884 bbox=[1320, 956, 1424, 970]
item-title: —Καφενεῖον καὶ πρατήριον...καὶ νης bbox=[852, 397, 1053, 424]
anecdote-head: ΤΟ ΑΝΕΚΔΟΤΟΝ ΜΑΣ bbox=[1080, 957, 1305, 971]
article-paragraph: —Χθὲς τὸ ἀπόγευμα ἐδόθη εἰς τὴν αἴθουσαν τοῦ Συλλόγου χορευτικὴ ἑσπερίς, εἰς τὴν ὁποίαν παρέστησαν πολλαὶ ἐκλεκταὶ οἰκογένειαι τῆς πόλεως. bbox=[1080, 1536, 1305, 1585]
exchange-cell: 8500. bbox=[1424, 984, 1461, 998]
item-body: Συνῆλθον χθὲς τὸ ἀπόγευμα εἰς τὰ γραφεῖα των τὰ μέλη τοῦ διοικητικοῦ συμβουλίου τῆς Ὁμοσπονδίας Ἐπαγγελματιῶν Ἀθηνῶν καὶ ἠσχολήθησαν μὲ τὰς καθημερινὰς ζητήματα τῶν μελῶν. bbox=[600, 1632, 825, 1693]
article-paragraph: Πολὺ ἐπιτυχὴς καὶ καλλιτεχνικὴ ὑπῆρξεν ἡ χθεσινὴ συναυλία τῆς Ἑταιρείας τῶν Φίλων τῆς Μουσικῆς εἰς τὴν αἴθουσαν τοῦ Ὠδείου. bbox=[1080, 311, 1305, 360]
article-paragraph: Τὸ Τμῆμα τῆς Παιδικῆς Ἀδελφότητος τοῦ Ἀσύλου τῶν Ἀθηνῶν ἔκαμε χθὲς τὴν πρώτην του ἐκδρομὴν εἰς τὴν Κηφισιὰν ὑπὸ τὴν ὁδηγίαν τῶν διδασκάλων. bbox=[840, 1111, 1065, 1160]
article-paragraph: —Χθὲς τὸ ἀπόγευμα ἐδόθη εἰς τὴν αἴθουσαν τοῦ Συλλόγου χορευτικὴ ἑσπερίς, εἰς τὴν ὁποίαν παρέστησαν πολλαὶ ἐκλεκταὶ οἰκογένειαι τῆς πόλεως. bbox=[1080, 679, 1305, 728]
fx-cell: 10.79 bbox=[1510, 766, 1570, 780]
article-paragraph: Αἱ ἑπτὰ σύζυγοι ἐνεφανίσθησαν ὅλαι εἰς τὸ δικαστήριον καὶ ἡ σκηνὴ ὑπῆρξε δραματική. Μερικαὶ ἐζήτουν τὴν τιμωρίαν του, ἄλλαι τὸν ὑπερησπίζοντο καὶ ἐδήλουν ὅτι εἶνε πρόθυμοι νὰ τὸν συγχωρήσουν. bbox=[307, 1155, 570, 1216]
exchange-row bbox=[1320, 1068, 1570, 1082]
concerts-body bbox=[1080, 1334, 1305, 1436]
column-divider bbox=[1312, 214, 1313, 2175]
item-body: Συνεπείᾳ ἀποφάσεως τοῦ γενικοῦ ἐπαγγελματικοῦ σώματος συγκαλεῖται ἔκτακτον συνέδριον τῶν Ἐπαγγελματιῶν Ἀθηνῶν καὶ Πειραιῶς διὰ τὴν ἐξέτασιν τῶν ζητημάτων τῆς φορολογίας. bbox=[600, 1421, 825, 1483]
article-paragraph: ΒΕΡΟΛΙΝΟΝ, Ἀπρίλιος.— Ὁ αὐνισταρίας τοῦ κοινοῦ τῆς δίκης τὴν ὁποίαν ἐξεδίκασαν τὰ δικαστήρια τῆς πόλεως, ὑπῆρξεν ἀπὸ τὰς πλέον περιέργους. Κατηγορούμενος ἦτο ἄνθρωπος ὁ ὁποῖος εἶχε συνάψει γάμους μὲ ἑπτὰ γυναῖκας εἰς διαφόρους πόλεις. bbox=[307, 1358, 570, 1432]
theatre-subhead: ΘΕΑΤΡΙΚΑ bbox=[401, 1275, 476, 1291]
exchange-row bbox=[1320, 1082, 1570, 1096]
item-body: Ὑπὸ τῶν ὀργάνων τῆς Ἀσφαλείας συνελήφθη ὁ Ἄγγελος Π., ὁ ὁποῖος ἐπώλει ἀπαγορευμένα εἴδη εἰς τὴν ὁδὸν Ἑρμοῦ. bbox=[840, 955, 1065, 992]
article-paragraph: Πολὺ ἐπιτυχὴς καὶ καλλιτεχνικὴ ὑπῆρξεν ἡ χθεσινὴ συναυλία τῆς Ἑταιρείας τῶν Φίλων τῆς Μουσικῆς εἰς τὴν αἴθουσαν τοῦ Ὠδείου. bbox=[1080, 1386, 1305, 1435]
item-body: Συνῆλθον χθὲς τὸ ἀπόγευμα εἰς τὰ γραφεῖα των τὰ μέλη τοῦ διοικητικοῦ συμβουλίου τῆς Ὁμοσπονδίας Ἐπαγγελματιῶν Ἀθηνῶν καὶ ἠσχολήθησαν μὲ τὰς καθημερινὰς ζητήματα τῶν μελῶν. bbox=[600, 485, 825, 546]
exchange-row bbox=[1320, 956, 1570, 970]
fx-cell: Κωνσταντινούπολις bbox=[1320, 864, 1465, 878]
item-title: —Ἡ Ἐργατικὴ πρωτοχρονιὰ bbox=[627, 689, 798, 703]
article-paragraph: —Ἀπέθανε ἡ σεβαστὴ κυρία Αἰκατερίνη Παπαγεωργίου. Ἡ κηδεία της ἐγένετο χθὲς μὲ τὴν συμμετοχὴν πολλῶν φίλων. bbox=[1080, 363, 1305, 400]
article-paragraph: Τὸ δικαστήριον τὸν κατεδίκασεν εἰς φυλάκισιν πέντε ἐτῶν, αἱ δὲ γυναῖκες ἀπεχώρησαν συζητοῦσαι ἀκόμη ποία ἔχει τὰ περισσότερα δικαιώματα ἐπὶ τοῦ κοινοῦ των συζύγου. bbox=[307, 1566, 570, 1615]
article-paragraph: Ὁ Μανουηλίδης καὶ Ραΐδεστος κατεγόρησαν καὶ ἐπιδοθέντες εἰς τὸ ἐμπόριον ἐν Ρωσίᾳ, ἐσχάτως ἐγκατεστάθησαν ἐν Πειραιεῖ γενόμενοι ἰδρυταὶ μιᾶς ἀτμοπλοϊκῆς εταιρείας. bbox=[30, 361, 293, 411]
column-markets bbox=[1320, 216, 1570, 2175]
exchange-table-body bbox=[1320, 943, 1570, 1125]
theatres-title: ΘΕΑΤΡΑ bbox=[1320, 1131, 1570, 1168]
article-paragraph: Ἀφ' ἑτέρου ἡ ἀστυνομία τῆς Καβάλλας ἀνέλαβε τὴν διεξαγωγὴν ἐρευνῶν διὰ τὴν ἀνακάλυψιν τοῦ κρυμμένου θησαυροῦ τὸν ὁποῖον ἐζήτουν οἱ ξένοι. bbox=[1320, 430, 1570, 479]
fx-cell: 0.52 bbox=[1465, 794, 1510, 808]
fx-table-body bbox=[1320, 682, 1570, 893]
theatre-entry: Κοτοπούλη.—Ἡ κυρία τοῦ Μαξίμ bbox=[1320, 1235, 1489, 1247]
item-body: Συνῆλθον χθὲς εἰς γενικὴν συνέλευσιν οἱ κομμωταὶ Ἀθηνῶν καὶ ἠσχολήθησαν μὲ τὸ ζήτημα τοῦ καθορισμοῦ ἑνιαίου τιμολογίου. bbox=[600, 348, 825, 384]
item-title: —Ἡ Ὁμοσπονδία Ἐπαγγελματιῶν bbox=[600, 248, 804, 261]
article-paragraph: Τὸ Τμῆμα τῆς Παιδικῆς Ἀδελφότητος τοῦ Ἀσύλου τῶν Ἀθηνῶν ἔκαμε χθὲς τὴν πρώτην του ἐκδρομὴν εἰς τὴν Κηφισιὰν ὑπὸ τὴν ὁδηγίαν τῶν διδασκάλων. bbox=[840, 1597, 1065, 1646]
article-paragraph: Ἡ πρώτη σύζυγος τὸν εἶχε γνωρίσει εἰς τὴν Βαρσοβίαν, ὅπου ἐπαρουσιάσθη ὡς πλούσιος ἔμπορος. Μετὰ τὸν γάμον ἐξηφανίσθη μὲ τὴν προῖκα της καὶ ἐπανεμφανίσθη εἰς Δρέσδην μὲ ἄλλο ὄνομα. bbox=[307, 1293, 570, 1355]
fx-cell: 12.67 bbox=[1465, 752, 1510, 766]
film-body bbox=[1080, 1169, 1305, 1311]
divider bbox=[30, 981, 570, 982]
exhibit-body bbox=[1320, 574, 1570, 611]
fx-table-subtitle: Κλείσιμον 18 Ἀπριλίου bbox=[1389, 642, 1501, 654]
theatre-entry: Δεληγιάννης.—Ἡ Δεσποινίς Μιζέρια bbox=[1320, 1297, 1508, 1308]
article-paragraph: —Ἐδιαβάσατε αὐτὸ τὸ ποίημα; ἠρώτησεν ὁ εἷς.— Ὄχι ἀκόμη, ἀπήντησεν ὁ ἐκδότης, ἀλλὰ θὰ τὸ κάμω ὅταν ἔχω καιρὸν νὰ βαρεθῶ. bbox=[1080, 1026, 1305, 1075]
fx-cell: 376.50 bbox=[1465, 850, 1510, 864]
fx-cell: 2.59 bbox=[1465, 696, 1510, 710]
item-title: — Συνεδέαζε τὴν ποίησιν μὲ τὴν ἁπάτην bbox=[852, 248, 1053, 274]
fx-cell: Βιέννη bbox=[1320, 836, 1465, 850]
exchange-cell: 13. bbox=[1424, 956, 1461, 970]
fx-cell: Ρουμανία bbox=[1320, 808, 1465, 822]
exchange-row bbox=[1320, 984, 1570, 998]
fx-cell: 10.65 bbox=[1465, 836, 1510, 850]
item-body: Καὶ πληροφορίας ἐκ Θεσσαλονίκης καταφθάνουν ὅτι οἱ ἐκεῖ ἐπαγγελματίαι ἀπεφάσισαν νὰ ζητήσουν τὴν μείωσιν τῶν φόρων καὶ τὴν ἐπέκτασιν τῶν πιστώσεων. bbox=[600, 1198, 825, 1247]
exchange-cell: Λεβαδεία bbox=[1320, 1110, 1424, 1124]
article-paragraph: Τὸ δικαστήριον τὸν κατεδίκασεν εἰς φυλάκισιν πέντε ἐτῶν, αἱ δὲ γυναῖκες ἀπεχώρησαν συζητοῦσαι ἀκόμη ποία ἔχει τὰ περισσότερα δικαιώματα ἐπὶ τοῦ κοινοῦ των συζύγου. bbox=[307, 1220, 570, 1269]
exchange-cell: Καπνὰ 900 bbox=[1461, 1110, 1570, 1124]
article-paragraph: Κατ' εἰδήσεις ἐκ Καβάλλας ὁ καγκελλάριος Ἀγγελίδης κατέκλεψε εἰς τὴν διευθύνουσαν τῆς ὁδοῦ Κορμά τὴν εὕρεσιν ἀρχαίων νομισμάτων. bbox=[1320, 390, 1570, 426]
fx-cell: 76.12 bbox=[1465, 710, 1510, 724]
masthead: ΣΚΡΙΠ bbox=[746, 32, 854, 62]
decline-body bbox=[1080, 1471, 1305, 1651]
article-paragraph: Κατ' εἰδήσεις ἐκ Καβάλλας ὁ καγκελλάριος Ἀγγελίδης κατέκλεψε εἰς τὴν διευθύνουσαν τῆς ὁδοῦ Κορμά τὴν εὕρεσιν ἀρχαίων νομισμάτων. bbox=[1320, 257, 1570, 293]
item-body: Καὶ πληροφορίας ἐκ Θεσσαλονίκης καταφθάνουν ὅτι οἱ ἐκεῖ ἐπαγγελματίαι ἀπεφάσισαν νὰ ζητήσουν τὴν μείωσιν τῶν φόρων καὶ τὴν ἐπέκτασιν τῶν πιστώσεων. bbox=[600, 798, 825, 848]
fx-cell: 16.27 bbox=[1510, 822, 1570, 836]
exchange-cell: Προσφ. 1924 bbox=[1320, 1040, 1424, 1054]
